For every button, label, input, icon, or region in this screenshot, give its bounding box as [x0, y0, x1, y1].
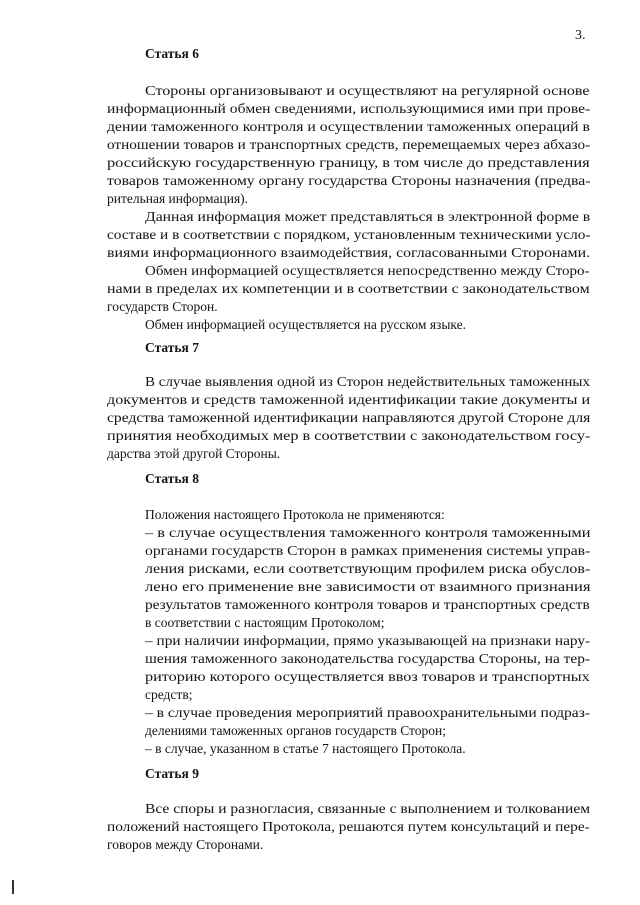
article-6-line: Данная информация может представляться в электронной форме в	[145, 209, 591, 224]
article-9-line: положений настоящего Протокола, решаются путем консультаций и пере-	[107, 819, 590, 834]
article-6-heading: Статья 6	[145, 46, 199, 61]
article-7-line: В случае выявления одной из Сторон недействительных таможенных	[145, 374, 590, 389]
article-7-line: дарства этой другой Стороны.	[107, 446, 281, 461]
article-8-line: лено его применение вне зависимости от взаимного признания	[145, 579, 591, 594]
article-8-line: результатов таможенного контроля товаров и транспортных средств	[145, 597, 590, 612]
article-8-line: Положения настоящего Протокола не применяются:	[145, 507, 445, 522]
article-7-line: принятия необходимых мер в соответствии с законодательством госу-	[107, 428, 591, 443]
article-8-line: шения таможенного законодательства государства Стороны, на тер-	[145, 651, 591, 666]
article-8-line: ления рисками, если соответствующим профилем риска обуслов-	[145, 561, 591, 576]
article-8-bullet: – в случае, указанном в статье 7 настоящего Протокола.	[145, 741, 466, 756]
page-number: 3.	[575, 28, 586, 43]
article-6-line: рительная информация).	[107, 191, 249, 206]
scan-mark	[12, 880, 14, 894]
article-8-line: риторию которого осуществляется ввоз товаров и транспортных	[145, 669, 590, 684]
article-9-line: Все споры и разногласия, связанные с выполнением и толкованием	[145, 801, 591, 816]
article-6-line: виями информационного взаимодействия, согласованными Сторонами.	[107, 245, 591, 260]
article-6-line: российскую государственную границу, в том числе до представления	[107, 155, 590, 170]
article-8-bullet: – в случае проведения мероприятий правоохранительными подраз-	[145, 705, 590, 720]
article-8-line: в соответствии с настоящим Протоколом;	[145, 615, 385, 630]
article-8-bullet: – в случае осуществления таможенного контроля таможенными	[145, 525, 591, 540]
article-8-line: средств;	[145, 687, 193, 702]
article-9-line: говоров между Сторонами.	[107, 837, 264, 852]
article-9-heading: Статья 9	[145, 766, 199, 781]
article-6-line: отношении товаров и транспортных средств, перемещаемых через абхазо-	[107, 137, 591, 152]
article-6-line: информационный обмен сведениями, использующимися ими при прове-	[107, 101, 591, 116]
article-6-line: составе и в соответствии с порядком, установленным техническими усло-	[107, 227, 591, 242]
article-8-heading: Статья 8	[145, 471, 199, 486]
article-6-line: Стороны организовывают и осуществляют на регулярной основе	[145, 83, 590, 98]
article-7-heading: Статья 7	[145, 340, 199, 355]
article-6-line: нами в пределах их компетенции и в соответствии с законодательством	[107, 281, 590, 296]
article-6-line: дении таможенного контроля и осуществлении таможенных операций в	[107, 119, 590, 134]
article-7-line: средства таможенной идентификации направляются другой Стороне для	[107, 410, 591, 425]
article-6-line: Обмен информацией осуществляется на русском языке.	[145, 317, 467, 332]
article-6-line: Обмен информацией осуществляется непосредственно между Сторо-	[145, 263, 590, 278]
article-8-bullet: – при наличии информации, прямо указывающей на признаки нару-	[145, 633, 591, 648]
article-6-line: товаров таможенному органу государства Стороны назначения (предва-	[107, 173, 591, 188]
article-8-line: делениями таможенных органов государств Сторон;	[145, 723, 446, 738]
article-8-line: органами государств Сторон в рамках применения системы управ-	[145, 543, 591, 558]
article-6-line: государств Сторон.	[107, 299, 218, 314]
article-7-line: документов и средств таможенной идентификации такие документы и	[107, 392, 591, 407]
